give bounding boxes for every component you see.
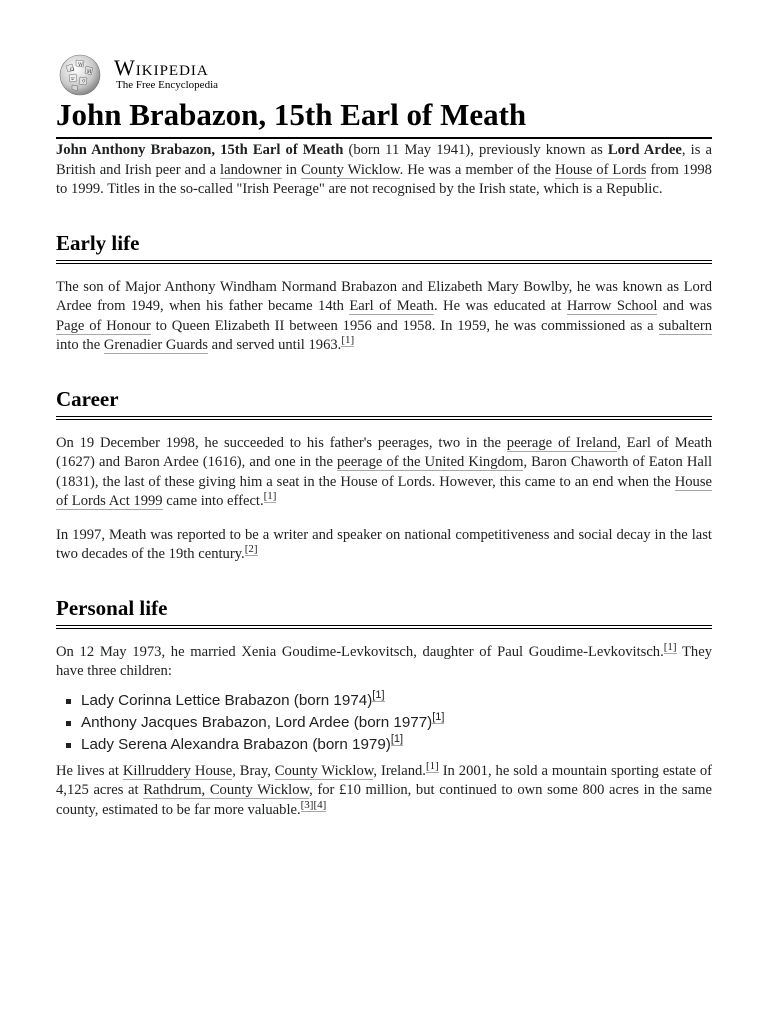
reference-link[interactable]: [1] (390, 733, 404, 746)
text-span: He lives at (56, 762, 123, 779)
reference-link[interactable]: [1] (341, 334, 355, 347)
reference-marker (245, 543, 258, 556)
text-span: and was (657, 298, 712, 314)
text-span: , Ireland. (373, 762, 426, 779)
personal-life-paragraph-2 (56, 759, 713, 821)
reference-link[interactable]: [2] (244, 543, 258, 556)
career-paragraph-2 (56, 526, 712, 565)
link-earl-of-meath[interactable]: Earl of Meath (349, 298, 434, 314)
svg-text:W: W (78, 62, 84, 68)
list-item (64, 712, 712, 734)
text-span: They have three children: (56, 643, 712, 679)
link-subaltern[interactable]: subaltern (658, 317, 712, 334)
reference-link[interactable]: [1] (425, 759, 439, 772)
career-paragraph-1 (56, 434, 712, 512)
subject-alias: Lord Ardee (607, 142, 682, 158)
reference-link[interactable]: [3] (300, 798, 314, 811)
wikipedia-tagline: The Free Encyclopedia (116, 79, 219, 91)
text-span: into the (56, 337, 104, 353)
link-county-wicklow[interactable]: County Wicklow (274, 762, 374, 779)
link-county-wicklow[interactable]: County Wicklow (300, 161, 400, 178)
personal-life-paragraph-1 (56, 640, 712, 682)
section-heading-early-life: Early life (56, 230, 712, 264)
reference-marker (432, 711, 444, 724)
text-span: On 19 December 1998, he succeeded to his father's peerages, two in the (56, 434, 507, 451)
svg-text:ש: ש (71, 76, 75, 82)
link-grenadier-guards[interactable]: Grenadier Guards (103, 337, 208, 353)
reference-marker (301, 799, 327, 812)
text-span: In 2001, he sold a mountain sporting estate of 4,125 acres at (56, 762, 713, 798)
wikipedia-globe-icon (56, 54, 104, 96)
child-name: Lady Corinna Lettice Brabazon (born 1974) (81, 691, 373, 709)
article-content (56, 141, 712, 834)
child-name: Lady Serena Alexandra Brabazon (born 1979) (81, 735, 391, 753)
subject-name: John Anthony Brabazon, 15th Earl of Meath (56, 142, 344, 158)
child-name: Anthony Jacques Brabazon, Lord Ardee (born 1977) (81, 713, 433, 731)
text-span: to Queen Elizabeth II between 1956 and 1958. In 1959, he was commissioned as a (150, 317, 659, 334)
svg-text:И: И (87, 69, 92, 75)
reference-link[interactable]: [4] (313, 798, 327, 811)
reference-marker (341, 334, 354, 347)
svg-text:ウ: ウ (81, 79, 87, 85)
reference-marker (664, 641, 677, 654)
list-item (64, 734, 712, 756)
text-span: , for £10 million, but continued to own some 800 acres in the same county, estimated to be far more valuable. (56, 782, 712, 818)
reference-link[interactable]: [1] (432, 711, 445, 724)
link-house-of-lords-act-1999[interactable]: House of Lords Act 1999 (56, 473, 712, 509)
wikipedia-wordmark: Wikipedia (114, 55, 209, 80)
text-span: in (281, 161, 301, 178)
text-span: The son of Major Anthony Windham Normand Brabazon and Elizabeth Mary Bowlby, he was known as Lord Ardee from 1949, when his father became 14th (56, 278, 712, 314)
lead-paragraph (56, 141, 712, 200)
reference-marker (372, 689, 384, 702)
early-life-paragraph (56, 278, 712, 356)
text-span: On 12 May 1973, he married Xenia Goudime-Levkovitsch, daughter of Paul Goudime-Levkovitsch. (56, 643, 664, 660)
text-span: , Baron Chaworth of Eaton Hall (1831), the last of these giving him a seat in the House of Lords. However, this came to an end when the (56, 454, 713, 490)
text-span: . He was a member of the (399, 161, 556, 178)
reference-link[interactable]: [1] (372, 689, 385, 702)
link-killruddery-house[interactable]: Killruddery House (122, 762, 233, 779)
reference-marker (264, 490, 277, 503)
page-title: John Brabazon, 15th Earl of Meath (56, 93, 712, 139)
reference-marker (391, 733, 403, 746)
svg-text:Ω: Ω (70, 67, 75, 73)
reference-marker (426, 760, 439, 773)
list-item (64, 690, 712, 712)
reference-link[interactable]: [1] (663, 640, 677, 653)
text-span: , Bray, (232, 762, 275, 779)
text-span: (born 11 May 1941), previously known as (343, 142, 608, 158)
section-heading-career: Career (56, 386, 712, 420)
link-page-of-honour[interactable]: Page of Honour (56, 317, 151, 334)
text-span: came into effect. (162, 493, 264, 509)
link-harrow-school[interactable]: Harrow School (566, 298, 658, 314)
link-rathdrum-county-wicklow[interactable]: Rathdrum, County Wicklow (143, 782, 310, 798)
children-list (56, 690, 712, 756)
text-span: . He was educated at (433, 298, 567, 314)
link-peerage-of-ireland[interactable]: peerage of Ireland (506, 434, 618, 451)
text-span: and served until 1963. (207, 337, 342, 353)
text-span: In 1997, Meath was reported to be a writer and speaker on national competitiveness and social decay in the last two decades of the 19th century. (56, 526, 712, 562)
wikipedia-logo[interactable] (56, 54, 256, 98)
reference-link[interactable]: [1] (263, 490, 277, 503)
text-span: from 1998 to 1999. Titles in the so-called "Irish Peerage" are not recognised by the Irish state, which is a Republic. (56, 161, 712, 197)
section-heading-personal-life: Personal life (56, 595, 712, 629)
link-peerage-of-the-united-kingdom[interactable]: peerage of the United Kingdom (336, 454, 524, 470)
link-house-of-lords[interactable]: House of Lords (555, 161, 647, 178)
link-landowner[interactable]: landowner (220, 161, 282, 178)
text-span: , Earl of Meath (1627) and Baron Ardee (1616), and one in the (56, 434, 712, 470)
text-span: , is a British and Irish peer and a (56, 142, 712, 178)
